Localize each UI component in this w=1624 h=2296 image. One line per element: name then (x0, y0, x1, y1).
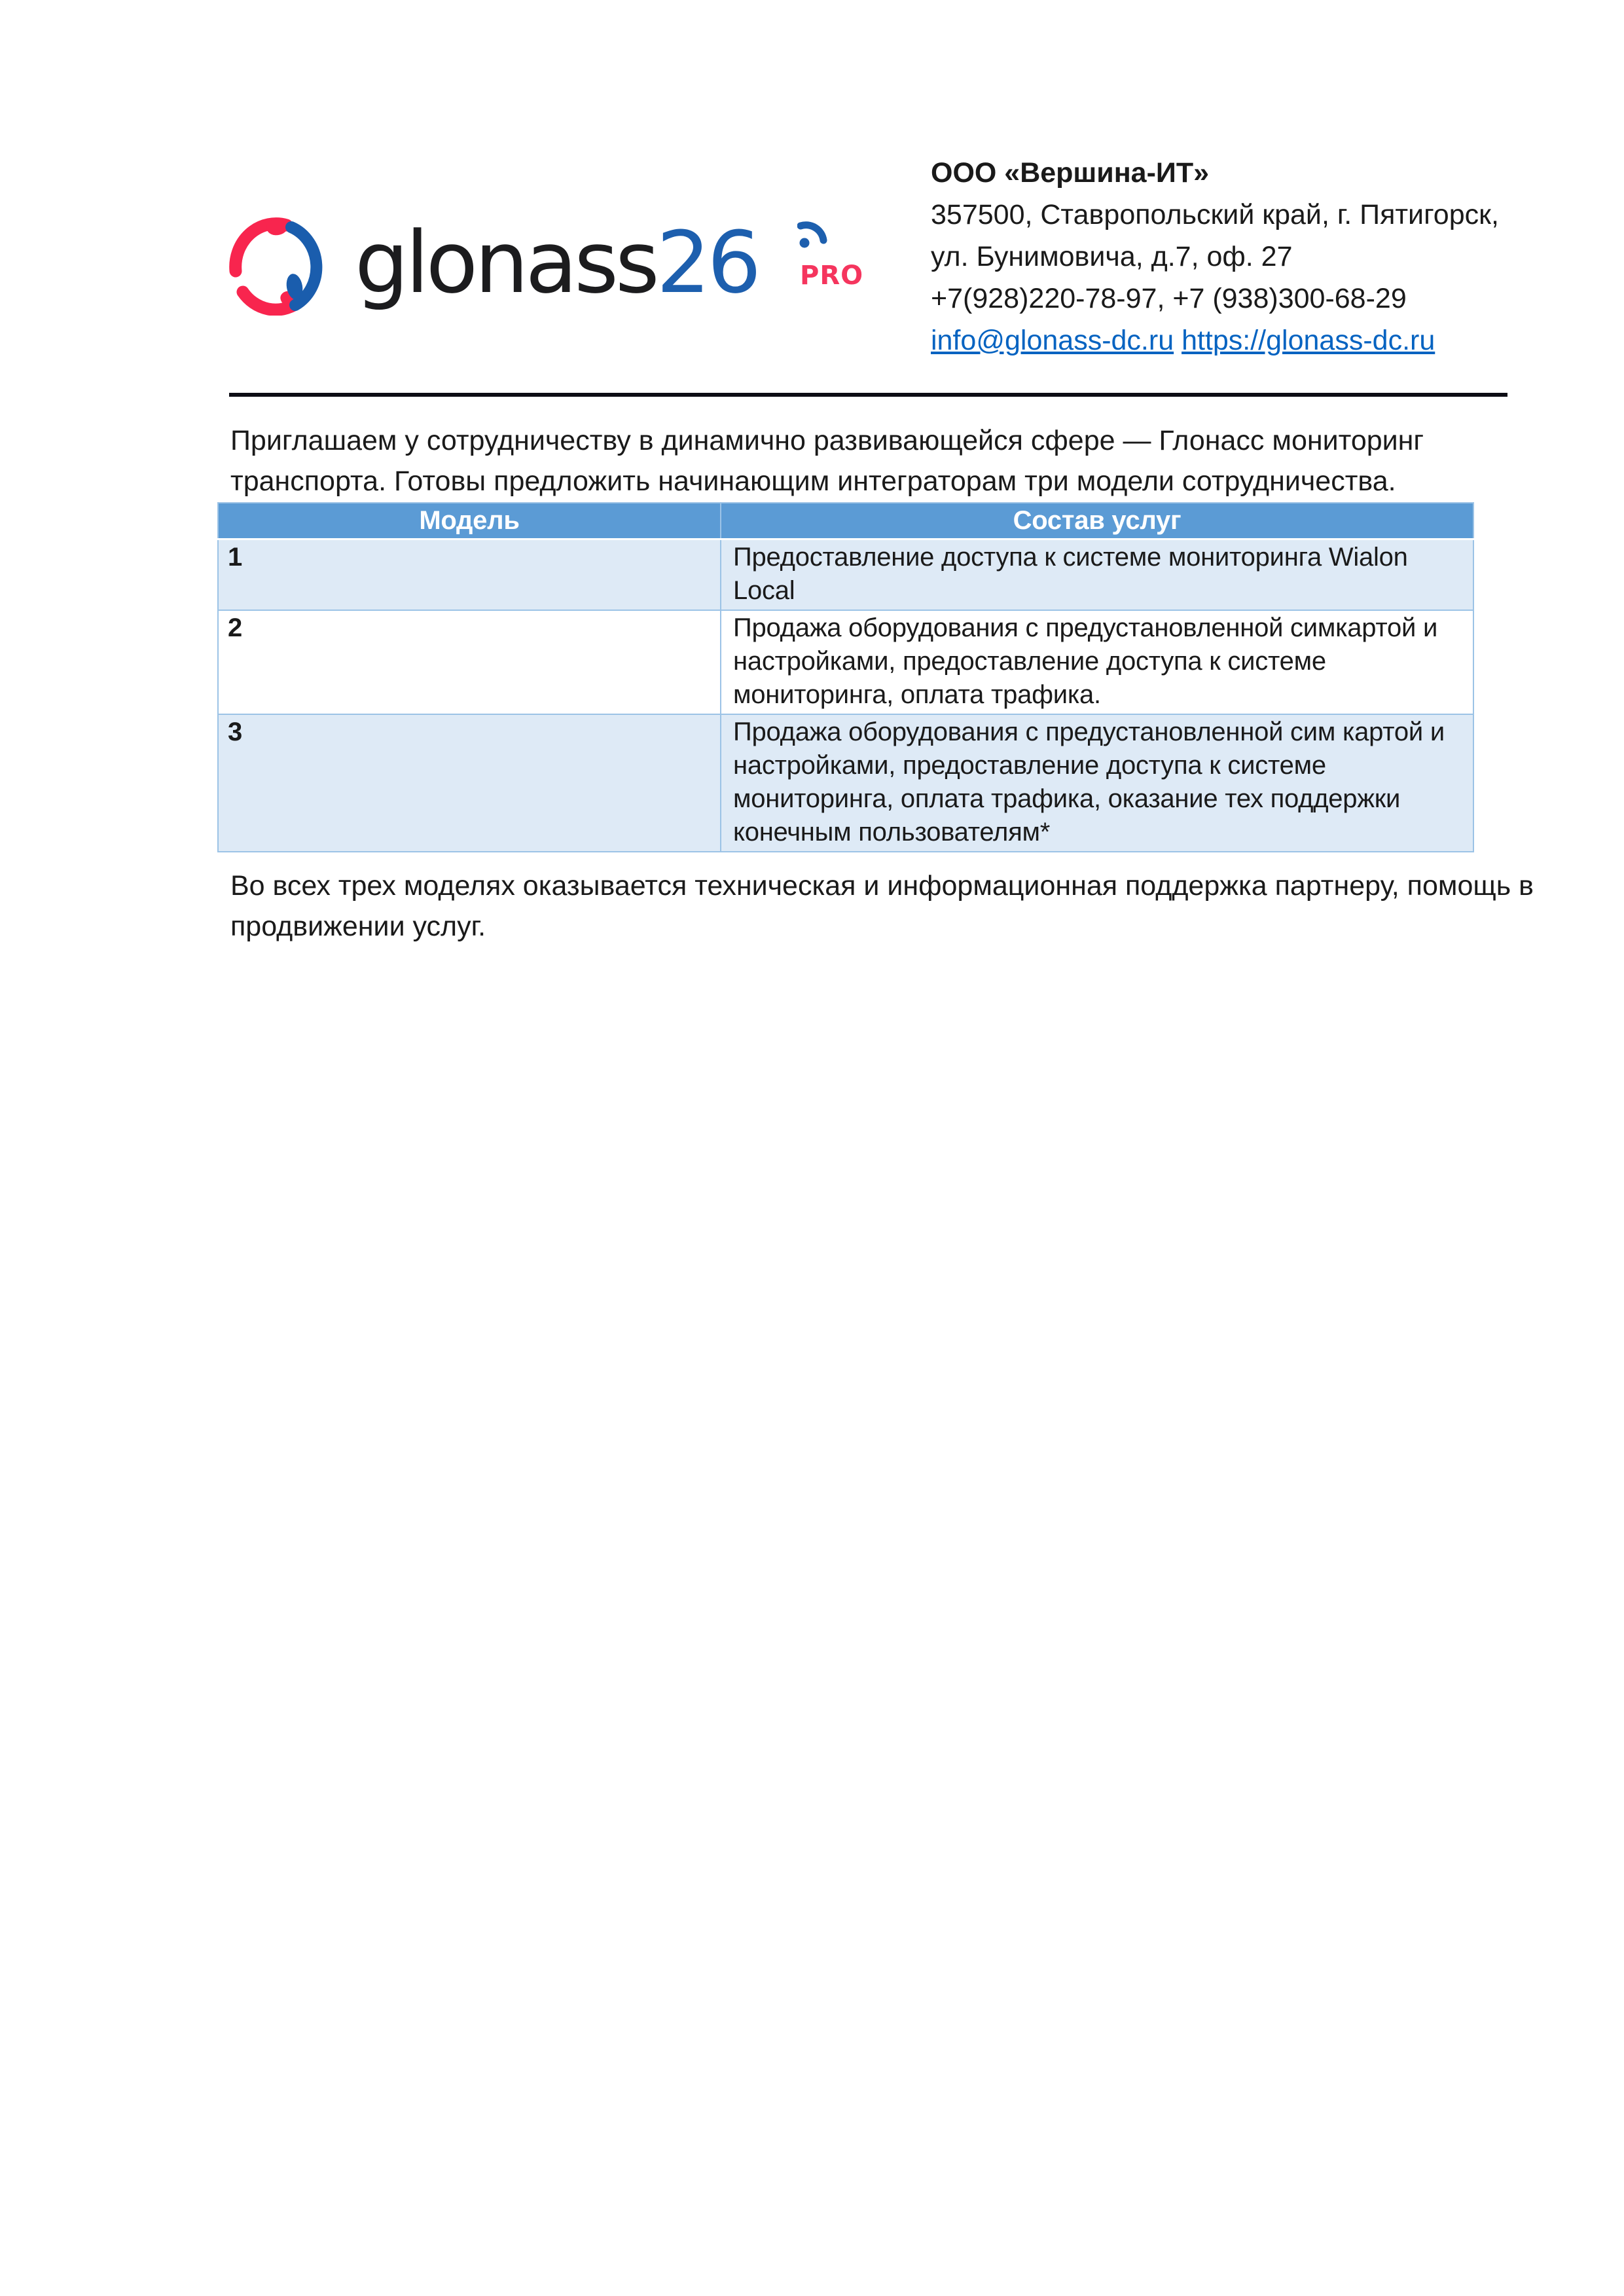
logo-pro-label: PRO (800, 261, 864, 291)
models-table (217, 502, 1474, 852)
services-cell: Предоставление доступа к системе мониторинга Wialon Local (721, 539, 1473, 611)
header-divider (229, 393, 1507, 397)
logo-word: glonass (355, 213, 657, 312)
table-header-services: Состав услуг (721, 503, 1473, 539)
company-links (931, 319, 1559, 361)
services-cell: Продажа оборудования с предустановленной сим картой и настройками, предоставление доступа к системе мониторинга, оплата трафика, оказание тех поддержки конечным пользователям* (721, 714, 1473, 852)
email-link[interactable]: info@glonass-dc.ru (931, 325, 1174, 356)
services-cell: Продажа оборудования с предустановленной симкартой и настройками, предоставление доступа к системе мониторинга, оплата трафика. (721, 610, 1473, 714)
note-line-2: продвижении услуг. (230, 911, 486, 942)
logo (229, 211, 884, 319)
intro-paragraph (230, 420, 1424, 501)
company-info (931, 152, 1559, 361)
logo-drop-icon (229, 213, 327, 316)
model-number-cell: 3 (218, 714, 721, 852)
table-row (218, 714, 1473, 852)
model-number-cell: 2 (218, 610, 721, 714)
table-header-row (218, 503, 1473, 539)
logo-wordmark (355, 213, 759, 316)
table-header-model: Модель (218, 503, 721, 539)
table-row (218, 539, 1473, 611)
company-address-line2: ул. Бунимовича, д.7, оф. 27 (931, 241, 1293, 272)
closing-note (230, 866, 1534, 947)
intro-line-2: транспорта. Готовы предложить начинающим интеграторам три модели сотрудничества. (230, 465, 1396, 497)
model-number-cell: 1 (218, 539, 721, 611)
intro-line-1: Приглашаем у сотрудничеству в динамично развивающейся сфере — Глонасс мониторинг (230, 425, 1424, 456)
table-row (218, 610, 1473, 714)
note-line-1: Во всех трех моделях оказывается техническая и информационная поддержка партнеру, помощь в (230, 870, 1534, 902)
logo-signal-icon (797, 217, 827, 249)
logo-number: 26 (656, 213, 759, 312)
company-phones: +7(928)220-78-97, +7 (938)300-68-29 (931, 283, 1407, 314)
company-address-line1: 357500, Ставропольский край, г. Пятигорск, (931, 199, 1499, 230)
company-name: ООО «Вершина-ИТ» (931, 157, 1210, 189)
website-link[interactable]: https://glonass-dc.ru (1182, 325, 1435, 356)
